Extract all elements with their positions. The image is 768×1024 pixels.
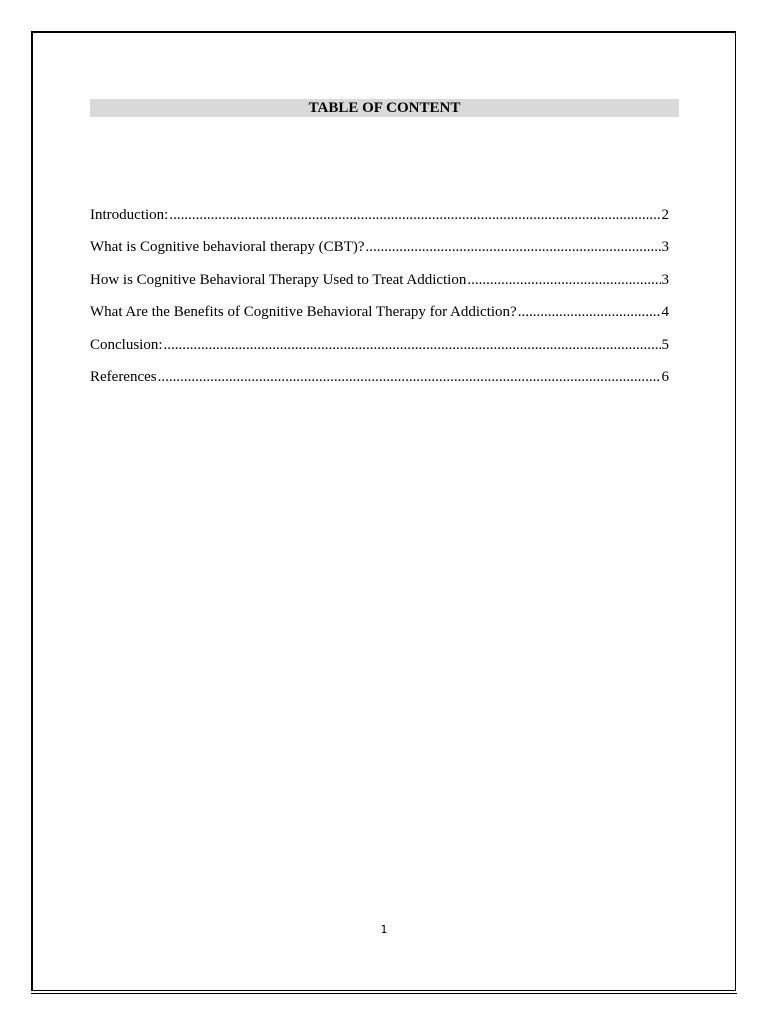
toc-dot-leader xyxy=(158,367,661,387)
toc-entry-page: 3 xyxy=(661,239,669,256)
toc-entry-page: 5 xyxy=(661,336,669,353)
document-page xyxy=(31,31,736,991)
toc-heading: TABLE OF CONTENT xyxy=(90,99,679,117)
toc-entry-page: 4 xyxy=(661,304,669,321)
toc-dot-leader xyxy=(518,302,661,322)
toc-entry-page: 2 xyxy=(661,207,669,223)
toc-entry-conclusion[interactable] xyxy=(90,335,679,367)
toc-entry-title: Introduction: xyxy=(90,207,169,223)
toc-dot-leader xyxy=(169,205,660,225)
toc-entry-title: Conclusion: xyxy=(90,336,163,353)
toc-entry-introduction[interactable] xyxy=(90,205,679,237)
toc-entry-title: How is Cognitive Behavioral Therapy Used to Treat Addiction xyxy=(90,271,467,288)
toc-entry-title: What is Cognitive behavioral therapy (CBT)? xyxy=(90,239,365,256)
toc-entry-references[interactable] xyxy=(90,367,679,399)
page-number: 1 xyxy=(380,923,388,936)
toc-entry-what-is-cbt[interactable] xyxy=(90,237,679,269)
toc-list xyxy=(90,205,679,399)
toc-entry-page: 6 xyxy=(661,368,669,385)
toc-dot-leader xyxy=(467,270,660,290)
toc-entry-title: References xyxy=(90,368,157,385)
toc-dot-leader xyxy=(164,335,661,355)
toc-dot-leader xyxy=(366,237,661,257)
toc-entry-title: What Are the Benefits of Cognitive Behavioral Therapy for Addiction? xyxy=(90,304,517,321)
toc-entry-how-cbt-used[interactable] xyxy=(90,270,679,302)
page-bottom-rule xyxy=(31,993,737,994)
toc-entry-benefits[interactable] xyxy=(90,302,679,334)
toc-entry-page: 3 xyxy=(661,271,669,288)
